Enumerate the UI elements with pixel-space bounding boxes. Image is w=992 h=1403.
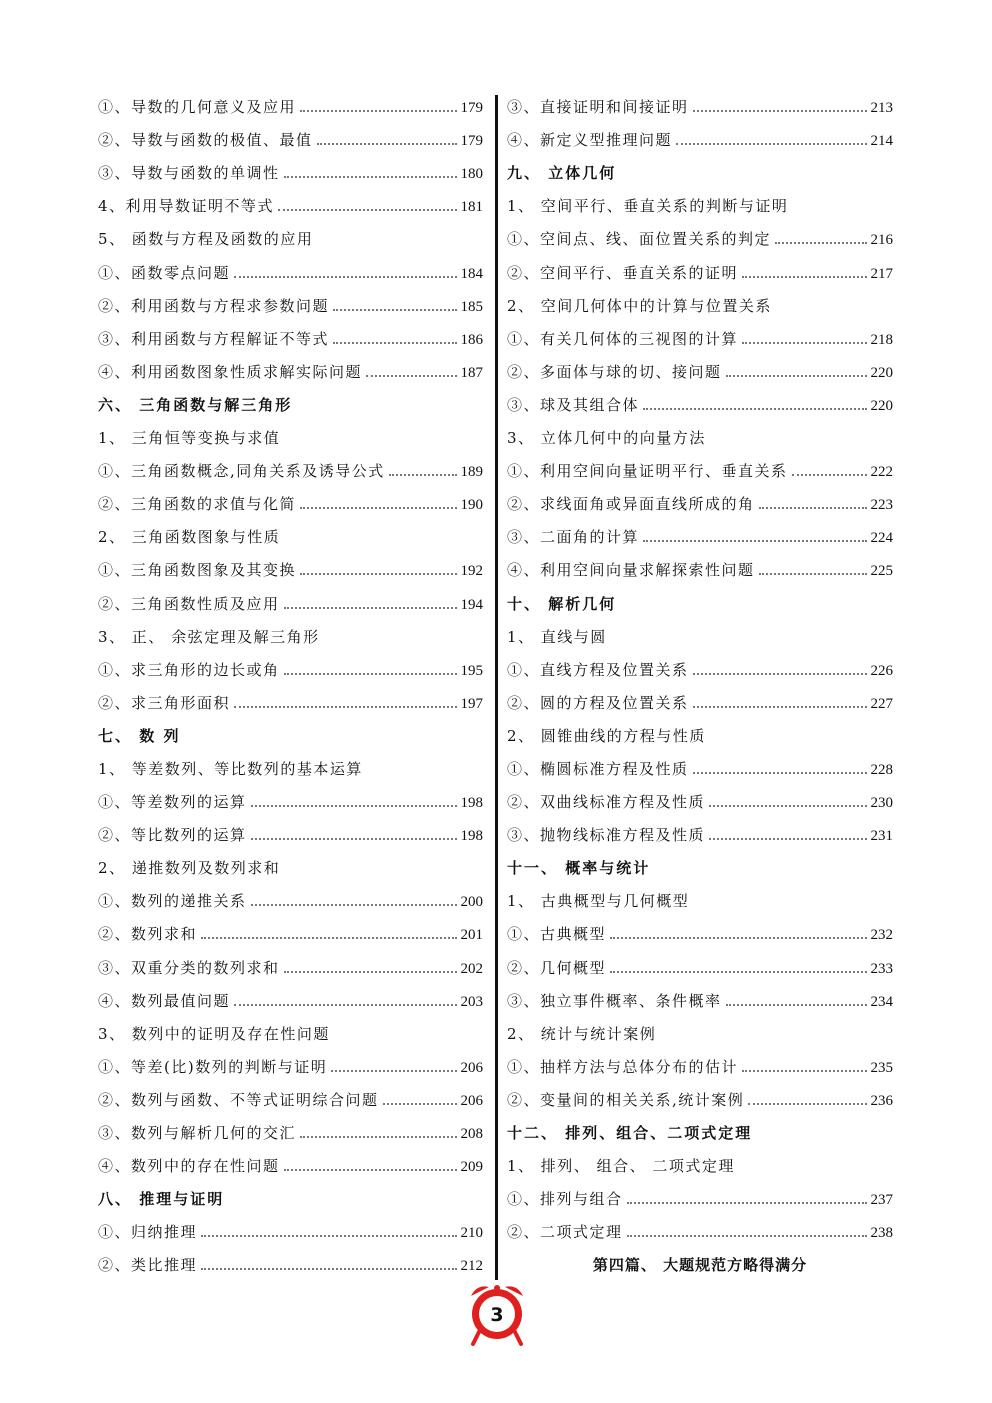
toc-entry: [98, 950, 483, 983]
toc-entry-title: ②、数列求和: [98, 925, 198, 944]
dot-leader: [331, 1070, 456, 1072]
toc-entry-page: 201: [460, 927, 483, 944]
toc-entry: [98, 1149, 483, 1182]
dot-leader: [300, 1136, 456, 1138]
toc-entry-title: 七、 数 列: [98, 726, 181, 745]
toc-entry: [98, 653, 483, 686]
toc-entry-page: 198: [460, 795, 483, 812]
toc-subsection: [98, 851, 483, 884]
column-divider: [495, 95, 498, 1280]
dot-leader: [792, 474, 867, 476]
toc-subsection: [98, 620, 483, 653]
toc-entry-page: 187: [460, 364, 483, 381]
toc-subsection: [507, 884, 893, 917]
toc-entry: [98, 189, 483, 222]
dot-leader: [709, 805, 866, 807]
toc-entry-page: 233: [870, 960, 893, 977]
toc-entry: [507, 388, 893, 421]
toc-entry: [507, 322, 893, 355]
toc-part-title: [507, 1248, 893, 1281]
dot-leader: [726, 375, 867, 377]
toc-entry: [507, 1215, 893, 1248]
toc-entry-title: ②、三角函数的求值与化简: [98, 495, 297, 514]
dot-leader: [284, 1169, 457, 1171]
toc-subsection: [507, 189, 893, 222]
toc-subsection: [507, 1017, 893, 1050]
toc-section-heading: [98, 388, 483, 421]
toc-entry-title: ④、利用函数图象性质求解实际问题: [98, 362, 363, 381]
toc-entry-page: 180: [460, 166, 483, 183]
toc-entry-page: 220: [870, 364, 893, 381]
toc-entry-title: ①、利用空间向量证明平行、垂直关系: [507, 462, 788, 481]
toc-entry: [507, 454, 893, 487]
toc-entry-page: 220: [870, 397, 893, 414]
toc-entry-page: 238: [870, 1225, 893, 1242]
toc-entry: [507, 917, 893, 950]
toc-entry-page: 184: [460, 265, 483, 282]
toc-entry-title: ③、二面角的计算: [507, 528, 640, 547]
toc-entry-title: 2、 统计与统计案例: [507, 1024, 657, 1043]
toc-entry: [507, 553, 893, 586]
toc-entry: [98, 1083, 483, 1116]
toc-entry-page: 189: [460, 464, 483, 481]
dot-leader: [742, 1070, 866, 1072]
dot-leader: [234, 706, 456, 708]
toc-entry-page: 197: [460, 695, 483, 712]
toc-entry-page: 225: [870, 563, 893, 580]
toc-left-column: [98, 90, 483, 1281]
toc-entry-title: 九、 立体几何: [507, 164, 617, 183]
dot-leader: [693, 706, 867, 708]
toc-entry: [98, 156, 483, 189]
toc-entry: [98, 586, 483, 619]
toc-entry-page: 185: [460, 298, 483, 315]
toc-entry: [507, 686, 893, 719]
toc-entry-page: 208: [460, 1126, 483, 1142]
toc-entry-title: ②、多面体与球的切、接问题: [507, 362, 722, 381]
dot-leader: [693, 110, 867, 112]
toc-entry-title: ③、直接证明和间接证明: [507, 98, 689, 117]
toc-entry-title: ①、有关几何体的三视图的计算: [507, 329, 739, 348]
toc-entry-title: 十一、 概率与统计: [507, 859, 651, 878]
dot-leader: [284, 673, 457, 675]
toc-entry-page: 203: [460, 993, 483, 1010]
dot-leader: [333, 309, 456, 311]
toc-entry-title: 2、 递推数列及数列求和: [98, 859, 281, 878]
toc-subsection: [98, 520, 483, 553]
toc-entry: [98, 123, 483, 156]
toc-entry-page: 186: [460, 331, 483, 348]
toc-entry-title: 3、 数列中的证明及存在性问题: [98, 1024, 330, 1043]
dot-leader: [366, 375, 456, 377]
toc-entry-page: 231: [870, 828, 893, 845]
toc-entry-title: ①、求三角形的边长或角: [98, 660, 280, 679]
toc-entry-page: 218: [870, 331, 893, 348]
toc-subsection: [507, 620, 893, 653]
toc-entry: [507, 950, 893, 983]
toc-entry-page: 230: [870, 795, 893, 812]
toc-subsection: [98, 1017, 483, 1050]
toc-entry-title: 1、 空间平行、垂直关系的判断与证明: [507, 197, 789, 216]
dot-leader: [333, 342, 456, 344]
toc-entry-title: 1、 等差数列、等比数列的基本运算: [98, 759, 363, 778]
dot-leader: [234, 1004, 456, 1006]
toc-entry-title: 1、 三角恒等变换与求值: [98, 429, 281, 448]
dot-leader: [251, 805, 457, 807]
toc-entry-page: 232: [870, 927, 893, 944]
toc-entry-title: ②、几何概型: [507, 958, 607, 977]
toc-entry-title: ③、独立事件概率、条件概率: [507, 991, 722, 1010]
dot-leader: [389, 474, 457, 476]
toc-subsection: [507, 719, 893, 752]
toc-entry-page: 214: [870, 133, 893, 150]
toc-entry: [98, 884, 483, 917]
toc-entry: [98, 1215, 483, 1248]
dot-leader: [693, 772, 867, 774]
dot-leader: [759, 507, 867, 509]
toc-entry-page: 224: [870, 530, 893, 547]
toc-section-heading: [98, 1182, 483, 1215]
dot-leader: [284, 607, 457, 609]
toc-entry-title: ②、数列与函数、不等式证明综合问题: [98, 1090, 379, 1109]
dot-leader: [317, 143, 457, 145]
toc-entry-page: 210: [460, 1225, 483, 1242]
page-number: 3: [490, 1304, 504, 1326]
toc-entry-page: 223: [870, 497, 893, 514]
toc-entry: [98, 1116, 483, 1149]
toc-entry-title: ①、空间点、线、面位置关系的判定: [507, 230, 772, 249]
dot-leader: [643, 408, 866, 410]
dot-leader: [627, 1235, 867, 1237]
toc-entry-title: ②、双曲线标准方程及性质: [507, 793, 706, 812]
toc-entry-page: 198: [460, 828, 483, 845]
dot-leader: [627, 1202, 867, 1204]
toc-entry-title: ③、抛物线标准方程及性质: [507, 826, 706, 845]
toc-entry-title: 1、 排列、 组合、 二项式定理: [507, 1157, 735, 1176]
toc-entry: [507, 818, 893, 851]
toc-entry-page: 217: [870, 265, 893, 282]
toc-entry-title: 1、 古典概型与几何概型: [507, 892, 690, 911]
dot-leader: [284, 971, 457, 973]
toc-entry: [507, 255, 893, 288]
toc-entry-page: 206: [460, 1092, 483, 1109]
dot-leader: [284, 176, 457, 178]
toc-entry-title: 六、 三角函数与解三角形: [98, 395, 293, 414]
toc-entry: [507, 520, 893, 553]
dot-leader: [643, 540, 866, 542]
toc-entry-page: 236: [870, 1092, 893, 1109]
dot-leader: [234, 276, 456, 278]
toc-entry-title: 2、 圆锥曲线的方程与性质: [507, 726, 706, 745]
toc-entry-title: ④、新定义型推理问题: [507, 131, 673, 150]
toc-entry: [507, 984, 893, 1017]
toc-entry-title: ②、类比推理: [98, 1256, 198, 1275]
toc-section-heading: [507, 851, 893, 884]
toc-section-heading: [507, 1116, 893, 1149]
dot-leader: [300, 573, 456, 575]
toc-section-heading: [507, 156, 893, 189]
toc-section-heading: [507, 586, 893, 619]
toc-entry-page: 212: [460, 1258, 483, 1275]
toc-entry-page: 228: [870, 761, 893, 778]
toc-entry: [98, 487, 483, 520]
toc-entry-title: ②、圆的方程及位置关系: [507, 693, 689, 712]
toc-section-heading: [98, 719, 483, 752]
dot-leader: [251, 838, 457, 840]
dot-leader: [726, 1004, 867, 1006]
toc-entry-title: ①、古典概型: [507, 925, 607, 944]
toc-entry: [507, 355, 893, 388]
toc-entry-title: ②、求线面角或异面直线所成的角: [507, 495, 755, 514]
toc-entry-page: 190: [460, 497, 483, 514]
toc-subsection: [507, 421, 893, 454]
toc-entry: [507, 653, 893, 686]
toc-entry: [98, 1050, 483, 1083]
dot-leader: [278, 209, 456, 211]
toc-entry: [98, 355, 483, 388]
toc-entry: [98, 818, 483, 851]
toc-entry: [507, 222, 893, 255]
toc-entry-page: 216: [870, 232, 893, 249]
toc-entry-title: ①、抽样方法与总体分布的估计: [507, 1057, 739, 1076]
toc-entry: [98, 454, 483, 487]
toc-entry-page: 234: [870, 993, 893, 1010]
toc-entry: [98, 553, 483, 586]
dot-leader: [748, 1103, 866, 1105]
toc-entry-title: ①、数列的递推关系: [98, 892, 247, 911]
toc-entry-title: 1、 直线与圆: [507, 627, 607, 646]
dot-leader: [775, 242, 866, 244]
toc-entry-title: ①、等差(比)数列的判断与证明: [98, 1057, 328, 1076]
toc-entry-title: ①、三角函数图象及其变换: [98, 561, 297, 580]
toc-entry-title: 3、 正、 余弦定理及解三角形: [98, 627, 320, 646]
toc-entry-page: 202: [460, 960, 483, 977]
toc-entry-page: 195: [460, 662, 483, 679]
toc-entry-page: 200: [460, 894, 483, 911]
toc-entry-page: 179: [460, 100, 483, 117]
page-number-badge: [467, 1280, 527, 1348]
toc-entry: [507, 1083, 893, 1116]
toc-entry-title: ①、直线方程及位置关系: [507, 660, 689, 679]
dot-leader: [251, 904, 457, 906]
toc-entry-title: ③、导数与函数的单调性: [98, 164, 280, 183]
toc-entry-title: 第四篇、 大题规范方略得满分: [592, 1256, 808, 1275]
toc-right-column: [507, 90, 893, 1281]
toc-entry-title: ②、利用函数与方程求参数问题: [98, 296, 330, 315]
toc-entry-title: ④、数列中的存在性问题: [98, 1157, 280, 1176]
toc-entry-title: ②、二项式定理: [507, 1223, 623, 1242]
toc-entry-page: 181: [460, 199, 483, 216]
toc-entry-page: 194: [460, 596, 483, 613]
toc-entry-title: ②、求三角形面积: [98, 693, 231, 712]
toc-entry-page: 209: [460, 1159, 483, 1176]
toc-entry-title: 十二、 排列、组合、二项式定理: [507, 1124, 753, 1142]
toc-entry-title: ③、球及其组合体: [507, 395, 640, 414]
toc-entry-title: 5、 函数与方程及函数的应用: [98, 230, 314, 249]
toc-entry: [98, 984, 483, 1017]
toc-entry-page: 213: [870, 100, 893, 117]
toc-entry-title: ①、椭圆标准方程及性质: [507, 759, 689, 778]
toc-entry-title: ②、导数与函数的极值、最值: [98, 131, 313, 150]
toc-entry-title: 2、 三角函数图象与性质: [98, 528, 281, 547]
dot-leader: [201, 1268, 456, 1270]
toc-entry: [507, 487, 893, 520]
toc-entry-title: 4、利用导数证明不等式: [98, 197, 275, 216]
toc-entry: [507, 1182, 893, 1215]
toc-subsection: [98, 421, 483, 454]
toc-entry-page: 226: [870, 662, 893, 679]
toc-subsection: [507, 1149, 893, 1182]
toc-entry-title: ①、等差数列的运算: [98, 793, 247, 812]
toc-entry-title: ③、利用函数与方程解证不等式: [98, 329, 330, 348]
toc-entry-page: 179: [460, 133, 483, 150]
dot-leader: [693, 673, 867, 675]
toc-entry: [507, 123, 893, 156]
toc-entry-title: ③、双重分类的数列求和: [98, 958, 280, 977]
dot-leader: [300, 507, 456, 509]
dot-leader: [709, 838, 866, 840]
toc-entry: [507, 785, 893, 818]
toc-entry-title: 3、 立体几何中的向量方法: [507, 429, 706, 448]
toc-entry: [98, 686, 483, 719]
dot-leader: [676, 143, 866, 145]
toc-entry: [98, 289, 483, 322]
toc-subsection: [507, 289, 893, 322]
dot-leader: [742, 276, 866, 278]
toc-entry-title: ①、排列与组合: [507, 1190, 623, 1209]
toc-entry-title: 2、 空间几何体中的计算与位置关系: [507, 296, 772, 315]
toc-entry-page: 237: [870, 1192, 893, 1209]
toc-entry-title: ③、数列与解析几何的交汇: [98, 1124, 297, 1142]
toc-entry: [98, 785, 483, 818]
toc-entry-title: ②、等比数列的运算: [98, 826, 247, 845]
toc-entry-title: 十、 解析几何: [507, 594, 617, 613]
toc-entry-page: 227: [870, 695, 893, 712]
toc-entry-title: ④、数列最值问题: [98, 991, 231, 1010]
dot-leader: [201, 1235, 456, 1237]
toc-entry: [98, 917, 483, 950]
toc-entry-page: 206: [460, 1059, 483, 1076]
toc-entry-title: ①、函数零点问题: [98, 263, 231, 282]
dot-leader: [300, 110, 456, 112]
toc-entry: [98, 255, 483, 288]
dot-leader: [383, 1103, 457, 1105]
toc-entry: [98, 90, 483, 123]
toc-entry-title: 八、 推理与证明: [98, 1190, 225, 1209]
toc-entry: [507, 90, 893, 123]
toc-subsection: [98, 752, 483, 785]
dot-leader: [610, 937, 866, 939]
toc-entry: [98, 1248, 483, 1281]
dot-leader: [742, 342, 866, 344]
dot-leader: [201, 937, 456, 939]
toc-entry-page: 235: [870, 1059, 893, 1076]
toc-entry-title: ②、空间平行、垂直关系的证明: [507, 263, 739, 282]
toc-entry: [507, 752, 893, 785]
toc-entry-title: ①、归纳推理: [98, 1223, 198, 1242]
dot-leader: [610, 971, 866, 973]
toc-entry-title: ④、利用空间向量求解探索性问题: [507, 561, 755, 580]
dot-leader: [759, 573, 867, 575]
toc-entry-page: 192: [460, 563, 483, 580]
toc-entry-title: ①、三角函数概念,同角关系及诱导公式: [98, 462, 385, 481]
toc-entry-title: ②、三角函数性质及应用: [98, 594, 280, 613]
toc-subsection: [98, 222, 483, 255]
toc-entry: [507, 1050, 893, 1083]
toc-entry-title: ①、导数的几何意义及应用: [98, 98, 297, 117]
toc-entry-title: ②、变量间的相关关系,统计案例: [507, 1090, 745, 1109]
toc-entry-page: 222: [870, 464, 893, 481]
toc-entry: [98, 322, 483, 355]
